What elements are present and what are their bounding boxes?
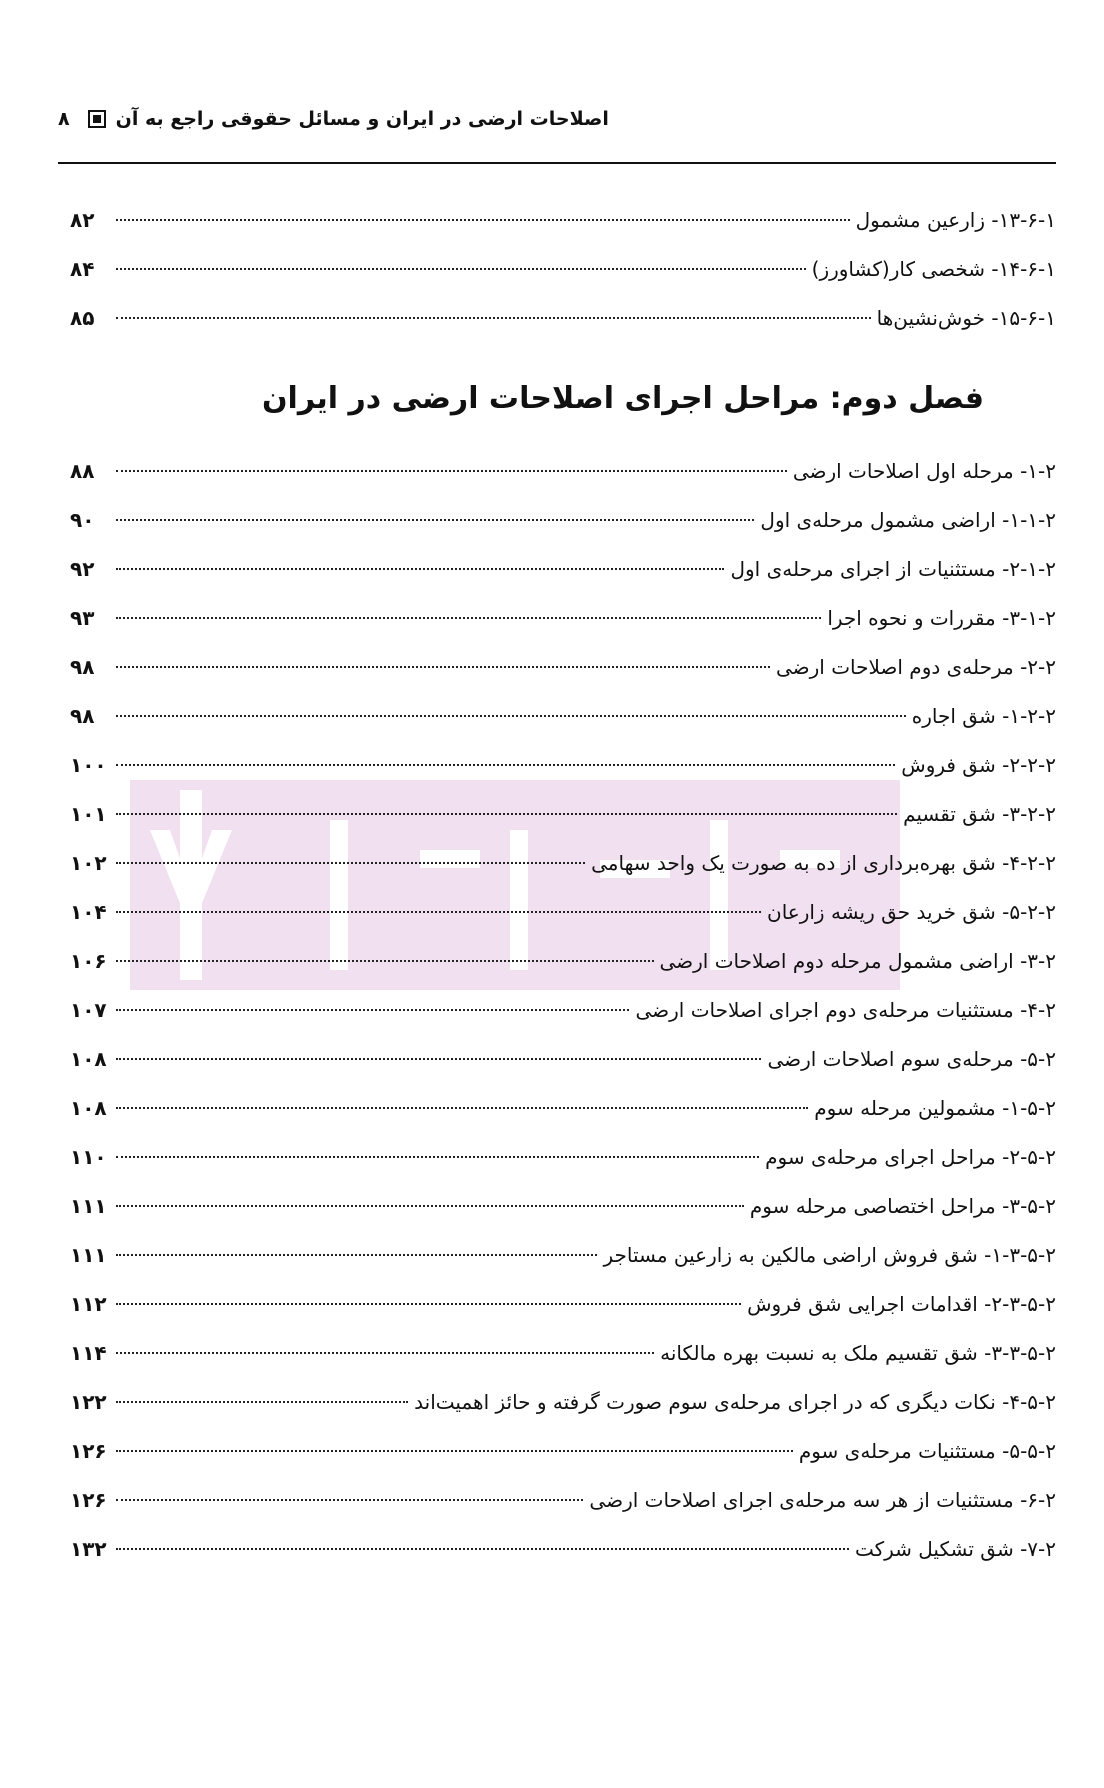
dot-leader	[116, 470, 787, 472]
toc-entry-title: ۲-۲-۲- شق فروش	[901, 753, 1056, 777]
dot-leader	[116, 1058, 761, 1060]
toc-entry	[70, 545, 1056, 594]
dot-leader	[116, 1254, 597, 1256]
toc-entry-page: ۱۲۲	[70, 1390, 107, 1414]
toc-entry-title: ۴-۵-۲- نکات دیگری که در اجرای مرحله‌ی سوم صورت گرفته و حائز اهمیت‌اند	[414, 1390, 1056, 1414]
toc-entry	[70, 1378, 1056, 1427]
toc-entry-title: ۲-۲- مرحله‌ی دوم اصلاحات ارضی	[775, 655, 1056, 679]
toc-entry-page: ۱۱۰	[70, 1145, 107, 1169]
toc-entry-title: ۳-۲- اراضی مشمول مرحله دوم اصلاحات ارضی	[659, 949, 1056, 973]
dot-leader	[116, 1303, 741, 1305]
header-divider	[58, 162, 1056, 164]
toc-entry-title: ۴-۲-۲- شق بهره‌برداری از ده به صورت یک واحد سهامی	[591, 851, 1056, 875]
toc-entry-title: ۴-۲- مستثنیات مرحله‌ی دوم اجرای اصلاحات ارضی	[635, 998, 1056, 1022]
toc-entry	[70, 245, 1056, 294]
toc-entry-page: ۱۰۰	[70, 753, 107, 777]
header-title: اصلاحات ارضی در ایران و مسائل حقوقی راجع به آن	[115, 108, 609, 130]
toc-entry	[70, 1133, 1056, 1182]
toc-entry	[70, 839, 1056, 888]
toc-entry-title: ۶-۲- مستثنیات از هر سه مرحله‌ی اجرای اصلاحات ارضی	[589, 1488, 1056, 1512]
dot-leader	[116, 1156, 759, 1158]
toc-entry-page: ۱۱۲	[70, 1292, 107, 1316]
dot-leader	[116, 862, 585, 864]
dot-leader	[116, 268, 806, 270]
toc-entry-page: ۸۵	[70, 306, 95, 330]
page-header	[58, 108, 1056, 130]
toc-entry	[70, 643, 1056, 692]
toc-entry-page: ۱۰۱	[70, 802, 107, 826]
toc-entry-page: ۱۰۶	[70, 949, 107, 973]
dot-leader	[116, 1009, 629, 1011]
toc-entry-page: ۱۰۸	[70, 1096, 107, 1120]
toc-entry	[70, 790, 1056, 839]
toc-entry-title: ۱۵-۶-۱- خوش‌نشین‌ها	[876, 306, 1056, 330]
toc-entry-page: ۱۲۶	[70, 1488, 107, 1512]
toc-entry-title: ۱-۳-۵-۲- شق فروش اراضی مالکین به زارعین مستاجر	[603, 1243, 1056, 1267]
toc-entry	[70, 888, 1056, 937]
toc-entry-page: ۹۸	[70, 655, 95, 679]
dot-leader	[116, 813, 897, 815]
toc-entry-title: ۱-۲-۲- شق اجاره	[911, 704, 1056, 728]
toc-entry-page: ۱۱۱	[70, 1243, 107, 1267]
toc-entry-title: ۱-۲- مرحله اول اصلاحات ارضی	[792, 459, 1056, 483]
dot-leader	[116, 911, 761, 913]
toc-entry-title: ۳-۱-۲- مقررات و نحوه اجرا	[827, 606, 1056, 630]
header-page-number: ۸	[58, 108, 70, 130]
toc-entry	[70, 1525, 1056, 1574]
toc-entry-title: ۳-۲-۲- شق تقسیم	[903, 802, 1056, 826]
toc-entry-title: ۳-۵-۲- مراحل اختصاصی مرحله سوم	[749, 1194, 1056, 1218]
toc-entry-title: ۱۴-۶-۱- شخصی کار(کشاورز)	[811, 257, 1056, 281]
toc-entry	[70, 294, 1056, 343]
toc-entry-page: ۱۰۲	[70, 851, 107, 875]
dot-leader	[116, 317, 871, 319]
toc-entry	[70, 741, 1056, 790]
toc-entry	[70, 1231, 1056, 1280]
toc-entry	[70, 1182, 1056, 1231]
toc-entry	[70, 1329, 1056, 1378]
toc-section-top	[70, 196, 1056, 343]
toc-entry-title: ۳-۳-۵-۲- شق تقسیم ملک به نسبت بهره مالکانه	[660, 1341, 1056, 1365]
toc-entry	[70, 937, 1056, 986]
toc-entry-page: ۱۲۶	[70, 1439, 107, 1463]
header-title-group	[58, 108, 609, 130]
dot-leader	[116, 1352, 654, 1354]
toc-entry-title: ۷-۲- شق تشکیل شرکت	[854, 1537, 1056, 1561]
dot-leader	[116, 1205, 744, 1207]
toc-entry-title: ۲-۱-۲- مستثنیات از اجرای مرحله‌ی اول	[730, 557, 1056, 581]
dot-leader	[116, 617, 821, 619]
dot-leader	[116, 764, 895, 766]
toc-entry	[70, 1427, 1056, 1476]
toc-entry-title: ۵-۵-۲- مستثنیات مرحله‌ی سوم	[798, 1439, 1056, 1463]
dot-leader	[116, 1401, 408, 1403]
toc-entry-page: ۱۱۱	[70, 1194, 107, 1218]
toc-entry-page: ۹۲	[70, 557, 95, 581]
dot-leader	[116, 1450, 793, 1452]
toc-entry	[70, 1084, 1056, 1133]
dot-leader	[116, 1548, 849, 1550]
toc-entry-page: ۹۳	[70, 606, 95, 630]
toc-entry-page: ۱۰۸	[70, 1047, 107, 1071]
toc-entry-page: ۱۰۷	[70, 998, 107, 1022]
dot-leader	[116, 960, 654, 962]
toc-entry	[70, 692, 1056, 741]
toc-entry	[70, 1280, 1056, 1329]
toc-entry-page: ۹۸	[70, 704, 95, 728]
toc-entry	[70, 496, 1056, 545]
toc-entry	[70, 986, 1056, 1035]
toc-entry-page: ۸۲	[70, 208, 95, 232]
toc-entry	[70, 196, 1056, 245]
toc-entry-title: ۱-۵-۲- مشمولین مرحله سوم	[814, 1096, 1056, 1120]
dot-leader	[116, 1107, 808, 1109]
toc-entry-page: ۱۳۲	[70, 1537, 107, 1561]
table-of-contents	[70, 196, 1056, 1574]
toc-entry-title: ۱-۱-۲- اراضی مشمول مرحله‌ی اول	[760, 508, 1056, 532]
toc-entry-page: ۸۴	[70, 257, 95, 281]
toc-entry-title: ۱۳-۶-۱- زارعین مشمول	[855, 208, 1056, 232]
dot-leader	[116, 715, 906, 717]
toc-entry	[70, 594, 1056, 643]
toc-entry	[70, 1476, 1056, 1525]
toc-entry	[70, 447, 1056, 496]
toc-section-chapter	[70, 447, 1056, 1574]
dot-leader	[116, 519, 754, 521]
toc-entry-page: ۹۰	[70, 508, 95, 532]
dot-leader	[116, 568, 724, 570]
dot-leader	[116, 219, 850, 221]
toc-entry-title: ۲-۳-۵-۲- اقدامات اجرایی شق فروش	[747, 1292, 1056, 1316]
toc-entry	[70, 1035, 1056, 1084]
dot-leader	[116, 666, 770, 668]
toc-entry-page: ۱۱۴	[70, 1341, 107, 1365]
toc-entry-page: ۸۸	[70, 459, 95, 483]
dot-leader	[116, 1499, 583, 1501]
toc-entry-title: ۲-۵-۲- مراحل اجرای مرحله‌ی سوم	[765, 1145, 1056, 1169]
toc-entry-title: ۵-۲-۲- شق خرید حق ریشه زارعان	[767, 900, 1056, 924]
toc-entry-title: ۵-۲- مرحله‌ی سوم اصلاحات ارضی	[767, 1047, 1056, 1071]
chapter-heading: فصل دوم: مراحل اجرای اصلاحات ارضی در ایران	[261, 381, 985, 416]
toc-entry-page: ۱۰۴	[70, 900, 107, 924]
square-bullet-icon	[88, 110, 106, 128]
